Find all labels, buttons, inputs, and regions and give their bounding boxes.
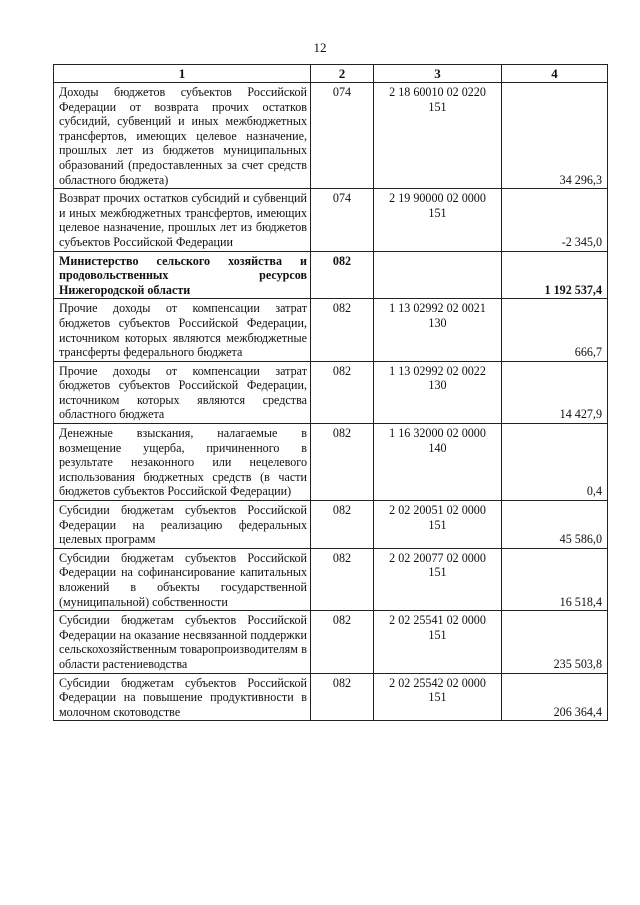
table-header-row <box>54 65 608 83</box>
table-row <box>54 673 608 721</box>
row-amount-cell <box>502 548 608 610</box>
row-kbk-cell <box>374 361 502 423</box>
row-amount-cell <box>502 424 608 501</box>
row-amount-cell <box>502 251 608 299</box>
row-amount-cell <box>502 299 608 361</box>
table-row <box>54 251 608 299</box>
row-description: Субсидии бюджетам субъектов Российской Федерации на софинансирование капитальных вложений в объекты государственной (муниципальной) собственности <box>54 548 311 610</box>
row-kbk-code: 2 19 90000 02 0000 <box>389 191 486 206</box>
row-amount: 0,4 <box>586 484 602 499</box>
row-description: Прочие доходы от компенсации затрат бюджетов субъектов Российской Федерации, источником которых являются межбюджетные трансферты федерального бюджета <box>54 299 311 361</box>
row-kbk-code: 1 16 32000 02 0000 <box>389 426 486 441</box>
table-row <box>54 189 608 251</box>
row-description: Министерство сельского хозяйства и продовольственных ресурсов Нижегородской области <box>54 251 311 299</box>
row-amount: 34 296,3 <box>559 172 602 187</box>
row-amount-cell <box>502 501 608 549</box>
row-kbk-code: 2 02 25542 02 0000 <box>389 675 486 690</box>
row-description: Денежные взыскания, налагаемые в возмещение ущерба, причиненного в результате незаконного или нецелевого использования бюджетных средств (в части бюджетов субъектов Российской Федерации) <box>54 424 311 501</box>
row-amount-cell <box>502 611 608 673</box>
row-amount: 666,7 <box>574 345 602 360</box>
row-admin-code: 082 <box>311 299 374 361</box>
row-kbk-cell <box>374 611 502 673</box>
row-kbk-cell <box>374 189 502 251</box>
row-kbk-suffix: 130 <box>428 315 447 330</box>
row-description: Прочие доходы от компенсации затрат бюджетов субъектов Российской Федерации, источником которых являются средства областного бюджета <box>54 361 311 423</box>
page-number: 12 <box>313 40 327 55</box>
row-amount: 16 518,4 <box>559 594 602 609</box>
row-kbk-cell <box>374 501 502 549</box>
row-kbk-cell <box>374 299 502 361</box>
row-admin-code: 082 <box>311 361 374 423</box>
row-admin-code: 082 <box>311 548 374 610</box>
row-kbk-code: 1 13 02992 02 0021 <box>389 301 486 316</box>
row-kbk-code: 2 18 60010 02 0220 <box>389 85 486 99</box>
row-admin-code: 082 <box>311 611 374 673</box>
row-admin-code: 082 <box>311 501 374 549</box>
row-amount-cell <box>502 189 608 251</box>
row-amount: 206 364,4 <box>553 704 602 719</box>
revenue-table <box>53 64 608 721</box>
row-kbk-suffix: 151 <box>428 205 447 220</box>
row-description: Субсидии бюджетам субъектов Российской Федерации на повышение продуктивности в молочном скотоводстве <box>54 673 311 721</box>
row-kbk-suffix: 151 <box>428 517 447 532</box>
row-amount: -2 345,0 <box>561 234 602 249</box>
table-row <box>54 424 608 501</box>
header-col-3: 3 <box>374 65 502 83</box>
row-admin-code: 082 <box>311 673 374 721</box>
row-kbk-code: 2 02 20051 02 0000 <box>389 503 486 518</box>
row-admin-code: 082 <box>311 424 374 501</box>
row-kbk-suffix: 151 <box>428 690 447 705</box>
table-row <box>54 83 608 189</box>
row-amount-cell <box>502 673 608 721</box>
row-amount-cell <box>502 361 608 423</box>
row-kbk-suffix: 130 <box>428 378 447 393</box>
row-admin-code: 082 <box>311 251 374 299</box>
table-row <box>54 501 608 549</box>
row-admin-code: 074 <box>311 189 374 251</box>
table-row <box>54 361 608 423</box>
row-kbk-suffix: 151 <box>428 99 447 114</box>
row-amount: 1 192 537,4 <box>544 282 602 297</box>
header-col-2: 2 <box>311 65 374 83</box>
revenue-table-container <box>53 64 607 721</box>
row-amount-cell <box>502 83 608 189</box>
row-kbk-cell <box>374 83 502 189</box>
row-description: Субсидии бюджетам субъектов Российской Федерации на реализацию федеральных целевых программ <box>54 501 311 549</box>
table-row <box>54 611 608 673</box>
row-kbk-cell <box>374 251 502 299</box>
row-amount: 45 586,0 <box>559 532 602 547</box>
table-row <box>54 548 608 610</box>
row-kbk-cell <box>374 673 502 721</box>
row-description: Возврат прочих остатков субсидий и субвенций и иных межбюджетных трансфертов, имеющих целевое назначение, прошлых лет из бюджетов субъектов Российской Федерации <box>54 189 311 251</box>
row-kbk-code: 2 02 20077 02 0000 <box>389 550 486 565</box>
row-kbk-code: 1 13 02992 02 0022 <box>389 363 486 378</box>
row-kbk-suffix: 151 <box>428 627 447 642</box>
row-kbk-cell <box>374 548 502 610</box>
table-row <box>54 299 608 361</box>
header-col-4: 4 <box>502 65 608 83</box>
row-admin-code: 074 <box>311 83 374 189</box>
row-description: Доходы бюджетов субъектов Российской Федерации от возврата прочих остатков субсидий, субвенций и иных межбюджетных трансфертов, имеющих целевое назначение, прошлых лет из бюджетов муниципальных образований (предоставленных за счет средств областного бюджета) <box>54 83 311 189</box>
row-description: Субсидии бюджетам субъектов Российской Федерации на оказание несвязанной поддержки сельскохозяйственным товаропроизводителям в области растениеводства <box>54 611 311 673</box>
header-col-1: 1 <box>54 65 311 83</box>
row-amount: 235 503,8 <box>553 656 602 671</box>
row-amount: 14 427,9 <box>559 407 602 422</box>
row-kbk-suffix: 140 <box>428 440 447 455</box>
row-kbk-suffix: 151 <box>428 565 447 580</box>
row-kbk-code: 2 02 25541 02 0000 <box>389 613 486 628</box>
row-kbk-cell <box>374 424 502 501</box>
